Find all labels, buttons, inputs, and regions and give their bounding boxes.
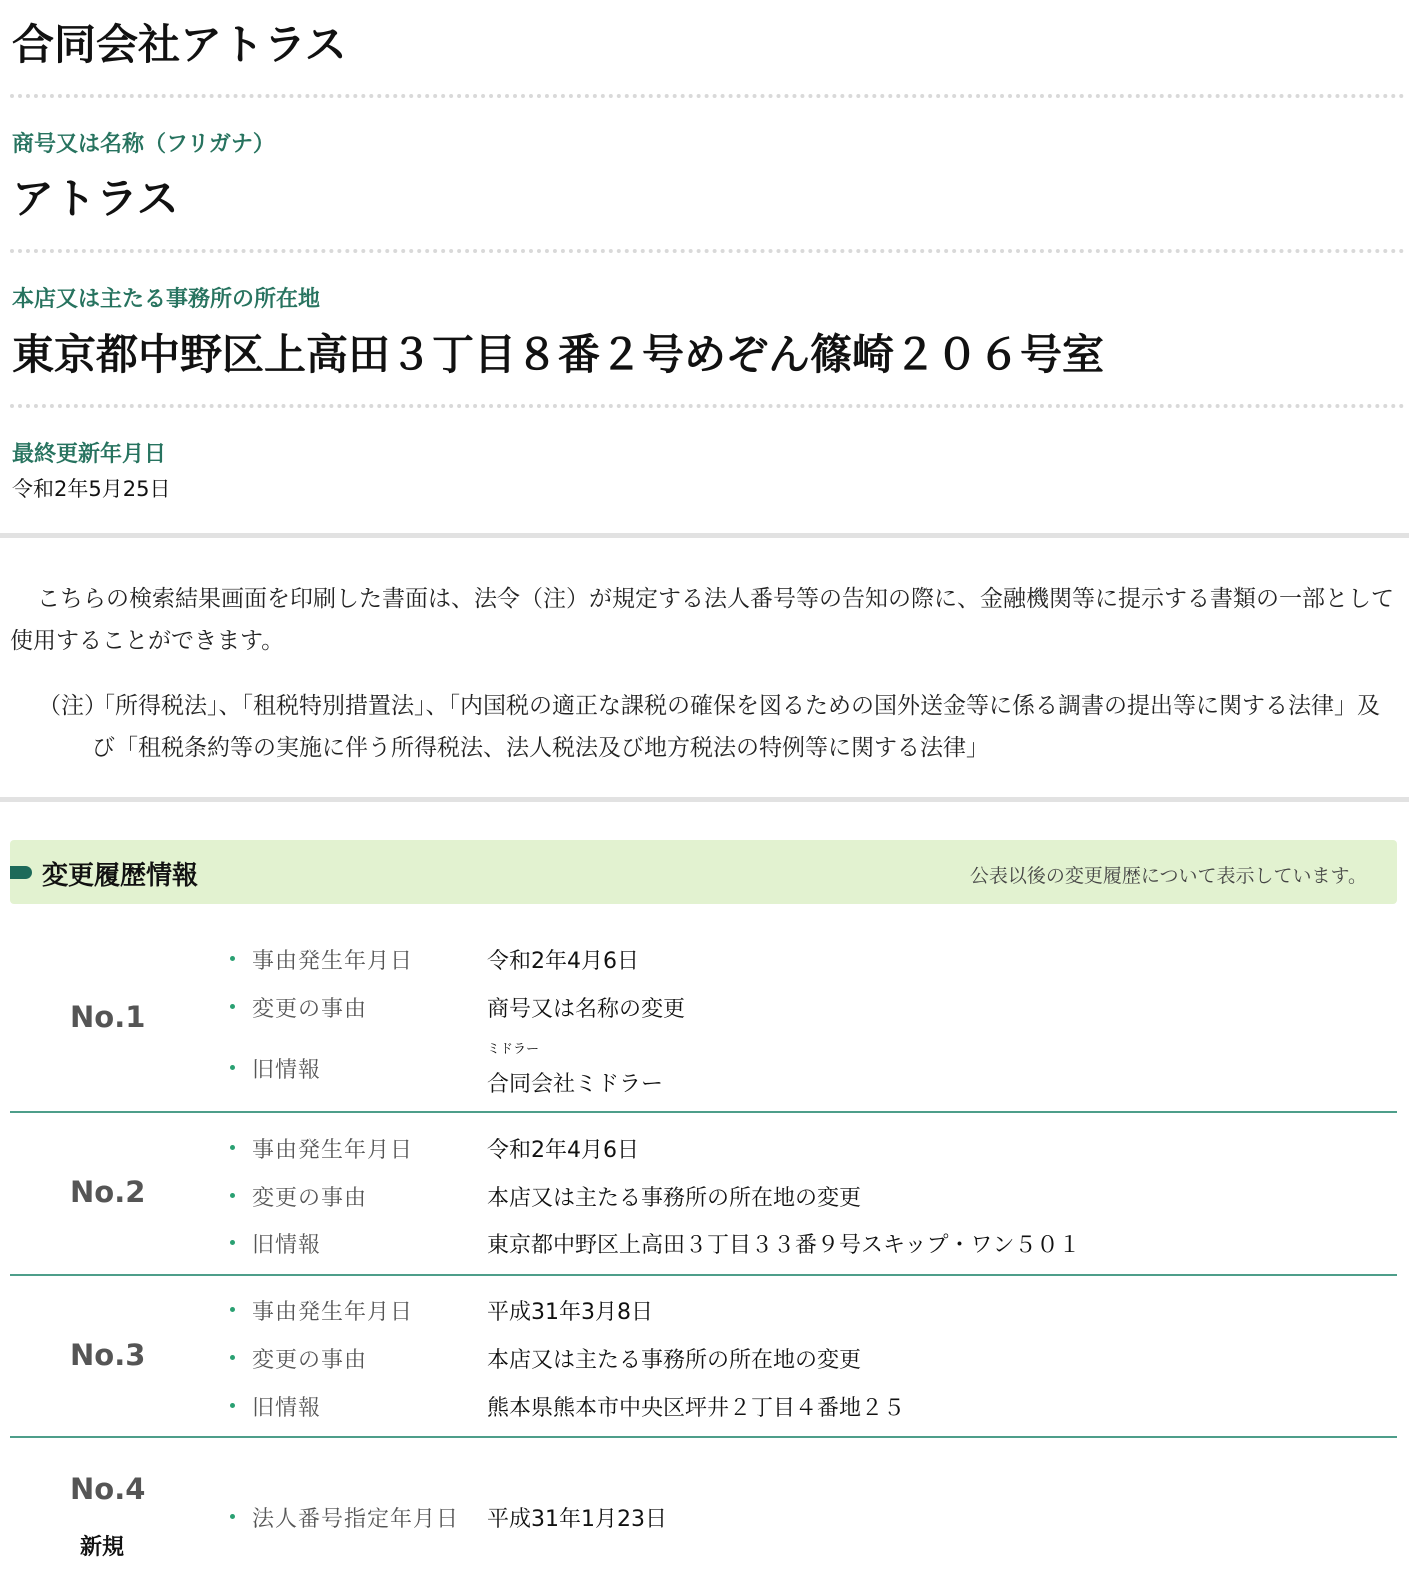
- old-value: 東京都中野区上高田３丁目３３番９号スキップ・ワン５０１: [487, 1233, 1081, 1258]
- reason-value: 商号又は名称の変更: [487, 997, 686, 1022]
- bullet-icon: [230, 956, 235, 961]
- date-label: 事由発生年月日: [252, 949, 414, 974]
- bullet-icon: [230, 1145, 235, 1150]
- reason-label: 変更の事由: [252, 997, 368, 1022]
- reason-label: 変更の事由: [252, 1186, 368, 1211]
- record-divider: [10, 1111, 1397, 1113]
- kana-value: アトラス: [12, 174, 179, 223]
- old-ruby: ミドラー: [487, 1042, 540, 1057]
- old-label: 旧情報: [252, 1396, 322, 1421]
- new-tag: 新規: [80, 1535, 125, 1560]
- bullet-icon: [230, 1355, 235, 1360]
- reason-label: 変更の事由: [252, 1348, 368, 1373]
- history-title: 変更履歴情報: [42, 861, 199, 891]
- company-name: 合同会社アトラス: [12, 20, 347, 69]
- bullet-icon: [230, 1514, 235, 1519]
- date-value: 平成31年1月23日: [487, 1507, 667, 1532]
- date-label: 事由発生年月日: [252, 1300, 414, 1325]
- record-number: No.1: [70, 1000, 146, 1034]
- bullet-icon: [230, 1193, 235, 1198]
- bullet-icon: [230, 1307, 235, 1312]
- address-value: 東京都中野区上高田３丁目８番２号めぞん篠崎２０６号室: [12, 330, 1105, 379]
- old-label: 旧情報: [252, 1058, 322, 1083]
- date-label: 事由発生年月日: [252, 1138, 414, 1163]
- old-value: 合同会社ミドラー: [487, 1072, 664, 1097]
- bullet-icon: [230, 1240, 235, 1245]
- note-text: 「所得税法」、「租税特別措置法」、「内国税の適正な課税の確保を図るための国外送金等に係る調書の提出等に関する法律」及び「租税条約等の実施に伴う所得税法、法人税法及び地方税法の特例等に関する法律」: [92, 693, 1380, 761]
- old-value: 熊本県熊本市中央区坪井２丁目４番地２５: [487, 1396, 906, 1421]
- notice-text: こちらの検索結果画面を印刷した書面は、法令（注）が規定する法人番号等の告知の際に、金融機関等に提示する書類の一部として使用することができます。: [10, 586, 1394, 654]
- record-number: No.3: [70, 1338, 146, 1372]
- section-divider: [0, 533, 1409, 538]
- divider: [10, 94, 1405, 98]
- updated-label: 最終更新年月日: [12, 442, 167, 467]
- updated-value: 令和2年5月25日: [12, 477, 171, 501]
- address-label: 本店又は主たる事務所の所在地: [12, 287, 321, 312]
- record-divider: [10, 1274, 1397, 1276]
- note-mark: （注）: [38, 693, 107, 719]
- section-divider: [0, 797, 1409, 802]
- record-divider: [10, 1436, 1397, 1438]
- date-label: 法人番号指定年月日: [252, 1507, 460, 1532]
- record-number: No.2: [70, 1175, 146, 1209]
- bullet-icon: [230, 1403, 235, 1408]
- divider: [10, 249, 1405, 253]
- bullet-icon: [230, 1065, 235, 1070]
- kana-label: 商号又は名称（フリガナ）: [12, 132, 275, 157]
- divider: [10, 404, 1405, 408]
- record-number: No.4: [70, 1472, 146, 1506]
- history-header: [10, 840, 1397, 904]
- reason-value: 本店又は主たる事務所の所在地の変更: [487, 1186, 862, 1211]
- history-note: 公表以後の変更履歴について表示しています。: [969, 865, 1367, 887]
- history-marker-icon: [10, 866, 32, 879]
- date-value: 平成31年3月8日: [487, 1300, 653, 1325]
- old-label: 旧情報: [252, 1233, 322, 1258]
- bullet-icon: [230, 1004, 235, 1009]
- reason-value: 本店又は主たる事務所の所在地の変更: [487, 1348, 862, 1373]
- date-value: 令和2年4月6日: [487, 949, 639, 974]
- date-value: 令和2年4月6日: [487, 1138, 639, 1163]
